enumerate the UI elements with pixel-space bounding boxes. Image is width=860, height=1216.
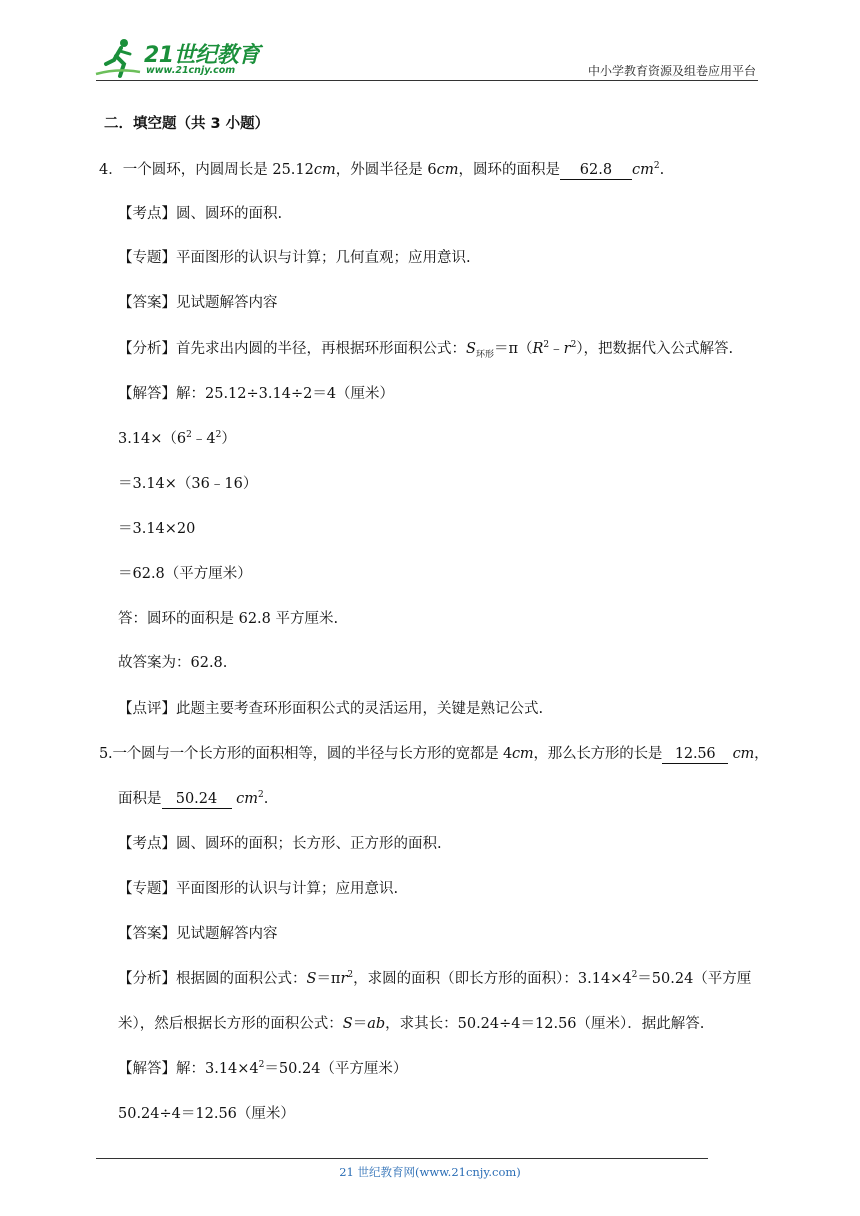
q5-stem-line-2: 面积是 50.24 $cm^2$. <box>118 787 268 809</box>
q5-answer-blank-1: 12.56 <box>662 746 728 764</box>
q5-zhuanti: 【专题】平面图形的认识与计算；应用意识. <box>118 881 399 897</box>
section-title: 二．填空题（共 3 小题） <box>104 116 270 132</box>
q4-kaodian: 【考点】圆、圆环的面积. <box>118 206 283 222</box>
q5-calc-line-1: 50.24÷4＝12.56（厘米） <box>118 1106 295 1122</box>
q4-stem: 4．一个圆环，内圆周长是 25.12cm，外圆半径是 6cm，圆环的面积是 62.8 $cm^2$. <box>99 158 664 180</box>
site-logo <box>94 34 264 82</box>
footer-link[interactable]: 21 世纪教育网(www.21cnjy.com) <box>339 1165 521 1179</box>
q4-daan: 【答案】见试题解答内容 <box>118 295 278 311</box>
q5-jieda: 【解答】解：$3.14\times 4^2=50.24$（平方厘米） <box>118 1060 408 1077</box>
q4-final-answer: 故答案为：62.8. <box>118 655 228 671</box>
q5-fenxi-line-2: 米），然后根据长方形的面积公式：S＝ab，求其长：50.24÷4＝12.56（厘米）．据此解答. <box>118 1016 705 1032</box>
q4-jieda: 【解答】解：25.12÷3.14÷2＝4（厘米） <box>118 386 395 402</box>
q5-daan: 【答案】见试题解答内容 <box>118 926 278 942</box>
q4-dianping: 【点评】此题主要考查环形面积公式的灵活运用，关键是熟记公式. <box>118 701 544 717</box>
q5-number: 5. <box>99 746 113 762</box>
footer-divider <box>96 1158 708 1159</box>
q4-calc-line-4: ＝62.8（平方厘米） <box>118 566 252 582</box>
q5-kaodian: 【考点】圆、圆环的面积；长方形、正方形的面积. <box>118 836 442 852</box>
brand-url: www.21cnjy.com <box>146 65 236 76</box>
q5-stem-line-1: 5.一个圆与一个长方形的面积相等，圆的半径与长方形的宽都是 4cm，那么长方形的长是 12.56 cm， <box>99 742 768 764</box>
brand-name: 21世纪教育 <box>144 43 260 68</box>
q5-fenxi-line-1: 【分析】根据圆的面积公式：$S=\pi r^2$，求圆的面积（即长方形的面积）：$3.14\times 4^2=50.24$（平方厘 <box>118 970 752 987</box>
header-right-text: 中小学教育资源及组卷应用平台 <box>587 64 756 78</box>
q4-answer-blank: 62.8 <box>560 162 632 180</box>
header-divider <box>96 80 758 81</box>
q4-answer-sentence: 答：圆环的面积是 62.8 平方厘米. <box>118 611 339 627</box>
q4-zhuanti: 【专题】平面图形的认识与计算；几何直观；应用意识. <box>118 250 471 266</box>
q5-answer-blank-2: 50.24 <box>162 791 232 809</box>
runner-logo-icon <box>94 34 142 82</box>
q4-fenxi: 【分析】首先求出内圆的半径，再根据环形面积公式：$S_{环形}=\pi(R^2﹣r^2)$，把数据代入公式解答. <box>118 340 734 360</box>
q4-number: 4． <box>99 162 123 178</box>
q4-calc-line-1: $3.14\times(6^2﹣4^2)$ <box>118 430 236 447</box>
q4-calc-line-3: ＝3.14×20 <box>118 521 196 537</box>
q4-calc-line-2: ＝3.14×（36﹣16） <box>118 476 258 492</box>
